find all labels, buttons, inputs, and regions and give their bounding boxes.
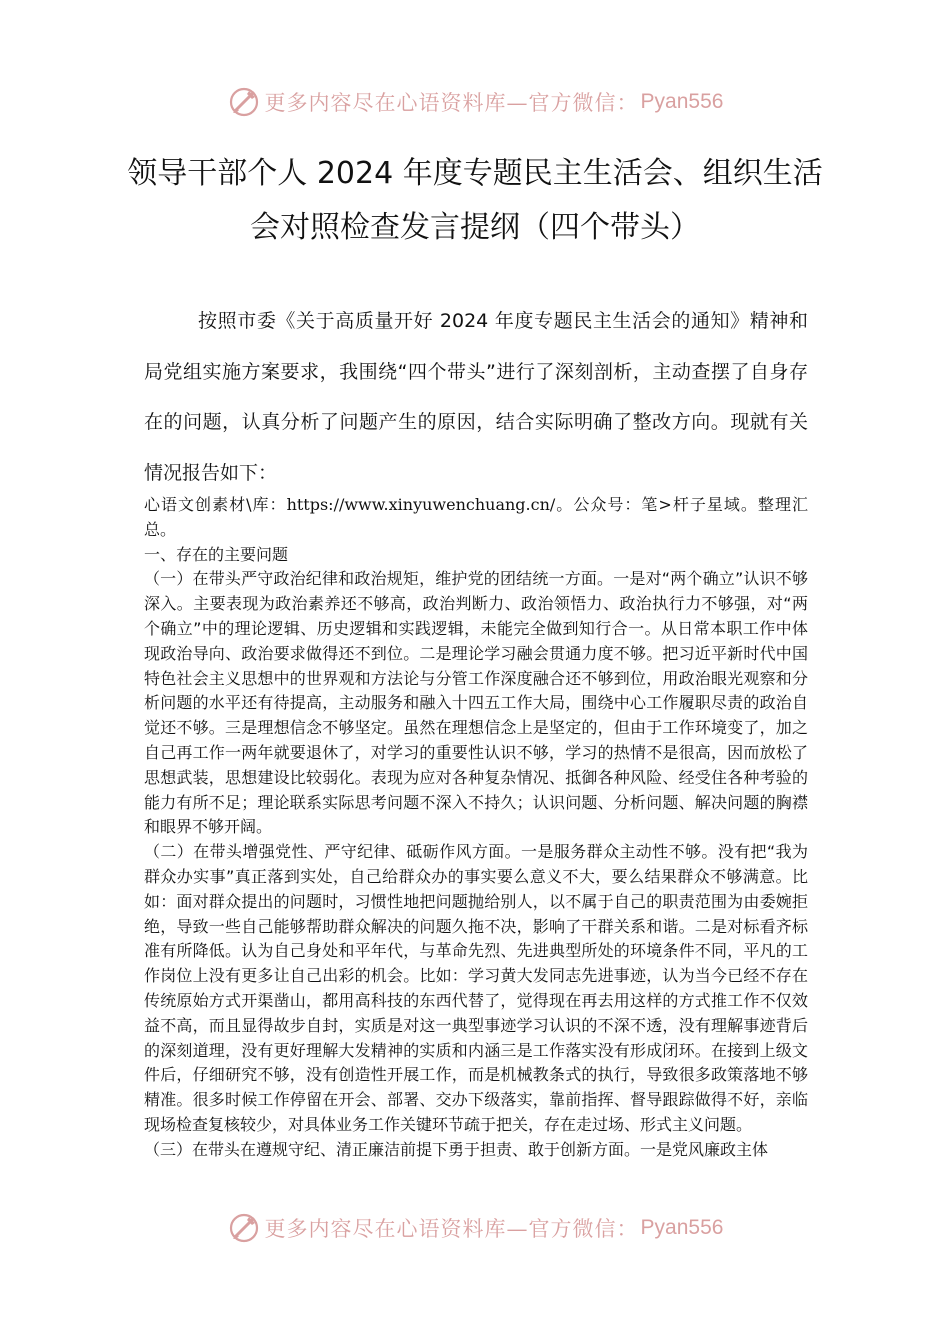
wechat-id: Pyan556 xyxy=(640,90,724,113)
source-line xyxy=(144,493,808,543)
brush-logo-icon xyxy=(227,85,261,119)
brush-logo-icon xyxy=(227,1211,261,1245)
source-url: https://www.xinyuwenchuang.cn/ xyxy=(286,495,556,514)
section-heading: 一、存在的主要问题 xyxy=(144,544,289,564)
body-text xyxy=(144,493,808,1163)
source-prefix: 心语文创素材\库： xyxy=(144,495,287,514)
paragraph-2: （二）在带头增强党性、严守纪律、砥砺作风方面。一是服务群众主动性不够。没有把“我为群众办实事”真正落到实处，自己给群众办的事实要么意义不大，要么结果群众不够满意。比如：面对群众提出的问题时，习惯性地把问题抛给别人，以不属于自己的职责范围为由委婉拒绝，导致一些自己能够帮助群众解决的问题久拖不决，影响了干群关系和谐。二是对标看齐标准有所降低。认为自己身处和平年代，与革命先烈、先进典型所处的环境条件不同，平凡的工作岗位上没有更多让自己出彩的机会。比如：学习黄大发同志先进事迹，认为当今已经不存在传统原始方式开渠凿山，都用高科技的东西代替了，觉得现在再去用这样的方式推工作不仅效益不高，而且显得故步自封，实质是对这一典型事迹学习认识的不深不透，没有理解事迹背后的深刻道理，没有更好理解大发精神的实质和内涵三是工作落实没有形成闭环。在接到上级文件后，仔细研究不够，没有创造性开展工作，而是机械教条式的执行，导致很多政策落地不够精准。很多时候工作停留在开会、部署、交办下级落实，靠前指挥、督导跟踪做得不好，亲临现场检查复核较少，对具体业务工作关键环节疏于把关，存在走过场、形式主义问题。 xyxy=(144,842,808,1134)
footer-banner xyxy=(0,1208,950,1248)
paragraph-1: （一）在带头严守政治纪律和政治规矩，维护党的团结统一方面。一是对“两个确立”认识不够深入。主要表现为政治素养还不够高，政治判断力、政治领悟力、政治执行力不够强，对“两个确立”中的理论逻辑、历史逻辑和实践逻辑，未能完全做到知行合一。从日常本职工作中体现政治导向、政治要求做得还不到位。二是理论学习融会贯通力度不够。把习近平新时代中国特色社会主义思想中的世界观和方法论与分管工作深度融合还不够到位，用政治眼光观察和分析问题的水平还有待提高，主动服务和融入十四五工作大局，围绕中心工作履职尽责的政治自觉还不够。三是理想信念不够坚定。虽然在理想信念上是坚定的，但由于工作环境变了，加之自己再工作一两年就要退休了，对学习的重要性认识不够，学习的热情不是很高，因而放松了思想武装，思想建设比较弱化。表现为应对各种复杂情况、抵御各种风险、经受住各种考验的能力有所不足；理论联系实际思考问题不深入不持久；认识问题、分析问题、解决问题的胸襟和眼界不够开阔。 xyxy=(144,569,808,837)
intro-paragraph: 按照市委《关于高质量开好 2024 年度专题民主生活会的通知》精神和局党组实施方案要求，我围绕“四个带头”进行了深刻剖析，主动查摆了自身存在的问题，认真分析了问题产生的原因，结合实际明确了整改方向。现就有关情况报告如下： xyxy=(144,310,808,484)
title-line-2: 会对照检查发言提纲（四个带头） xyxy=(250,210,700,245)
title-line-1: 领导干部个人 2024 年度专题民主生活会、组织生活 xyxy=(127,156,823,191)
wechat-id: Pyan556 xyxy=(640,1216,724,1239)
paragraph-3: （三）在带头在遵规守纪、清正廉洁前提下勇于担责、敢于创新方面。一是党风廉政主体 xyxy=(144,1139,769,1159)
banner-text: 更多内容尽在心语资料库—官方微信： xyxy=(264,91,639,115)
header-banner xyxy=(0,82,950,122)
banner-text: 更多内容尽在心语资料库—官方微信： xyxy=(264,1217,639,1241)
source-suffix: 。公众号：笔>杆子星域。整理汇总。 xyxy=(144,495,808,539)
page-title xyxy=(120,147,830,255)
